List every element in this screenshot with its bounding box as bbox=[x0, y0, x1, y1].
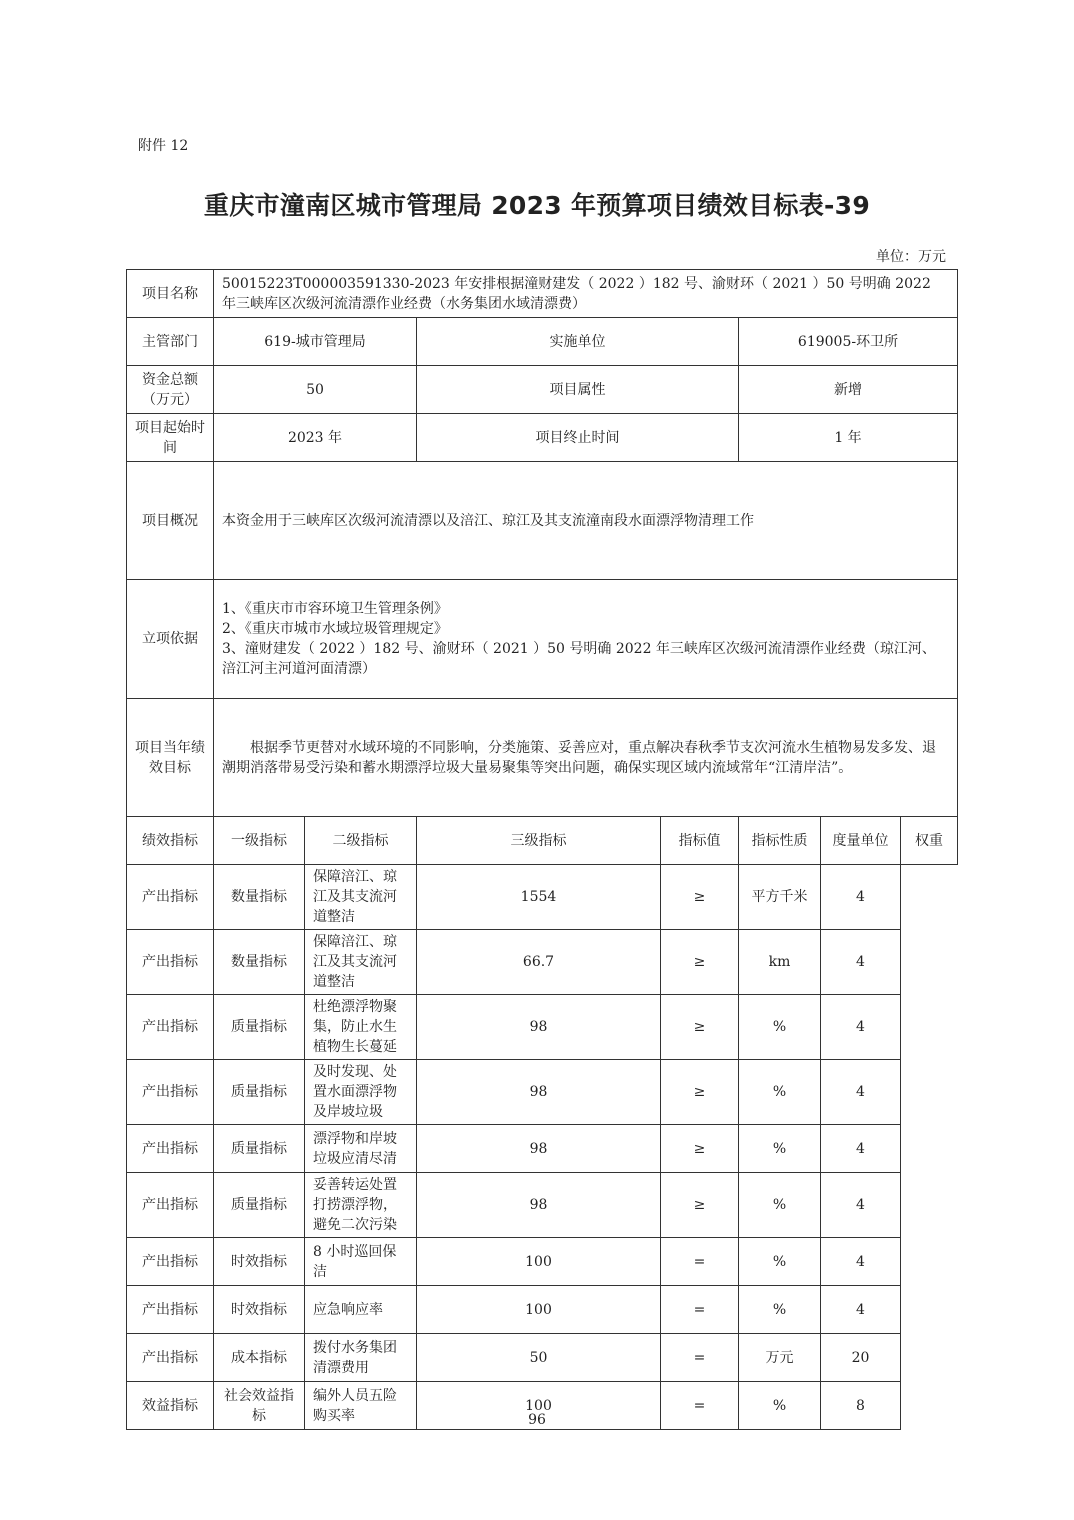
basis-item: 2、《重庆市城市水域垃圾管理规定》 bbox=[222, 621, 448, 637]
indicator-cell: % bbox=[739, 1382, 821, 1430]
start-value: 2023 年 bbox=[214, 414, 417, 462]
indicator-cell: 4 bbox=[821, 1238, 901, 1286]
indicator-cell: 漂浮物和岸坡垃圾应清尽清 bbox=[305, 1125, 417, 1173]
indicator-cell: 妥善转运处置打捞漂浮物，避免二次污染 bbox=[305, 1173, 417, 1238]
page-number: 96 bbox=[528, 1412, 546, 1428]
indicator-cell: % bbox=[739, 995, 821, 1060]
indicator-cell: 98 bbox=[417, 1173, 661, 1238]
row-period bbox=[127, 414, 958, 462]
row-basis bbox=[127, 580, 958, 699]
indicator-cell: = bbox=[661, 1286, 739, 1334]
indicator-cell: 100 bbox=[417, 1382, 661, 1430]
indicator-cell: 平方千米 bbox=[739, 865, 821, 930]
indicator-cell: = bbox=[661, 1382, 739, 1430]
indicator-cell: 4 bbox=[821, 1060, 901, 1125]
indicator-cell: 4 bbox=[821, 995, 901, 1060]
indicator-cell: 产出指标 bbox=[127, 1286, 214, 1334]
attr-value: 新增 bbox=[739, 366, 958, 414]
indicator-cell: 万元 bbox=[739, 1334, 821, 1382]
indicator-cell: 质量指标 bbox=[214, 1125, 305, 1173]
indicator-cell: 98 bbox=[417, 995, 661, 1060]
goal-label: 项目当年绩效目标 bbox=[127, 699, 214, 817]
indicator-cell: 拨付水务集团清漂费用 bbox=[305, 1334, 417, 1382]
indicator-cell: 产出指标 bbox=[127, 1334, 214, 1382]
overview-label: 项目概况 bbox=[127, 462, 214, 580]
department-value: 619-城市管理局 bbox=[214, 318, 417, 366]
page-title: 重庆市潼南区城市管理局 2023 年预算项目绩效目标表-39 bbox=[203, 191, 871, 220]
row-overview bbox=[127, 462, 958, 580]
header-cell: 指标值 bbox=[661, 817, 739, 865]
performance-table bbox=[126, 269, 958, 1430]
header-cell: 指标性质 bbox=[739, 817, 821, 865]
indicator-cell: = bbox=[661, 1238, 739, 1286]
indicator-cell: 保障涪江、琼江及其支流河道整洁 bbox=[305, 865, 417, 930]
unit-label: 单位：万元 bbox=[876, 249, 946, 265]
indicator-cell: ≥ bbox=[661, 865, 739, 930]
indicator-cell: 质量指标 bbox=[214, 1173, 305, 1238]
attr-label: 项目属性 bbox=[417, 366, 739, 414]
indicator-cell: % bbox=[739, 1238, 821, 1286]
indicator-cell: 100 bbox=[417, 1238, 661, 1286]
basis-label: 立项依据 bbox=[127, 580, 214, 699]
indicator-cell: ≥ bbox=[661, 1125, 739, 1173]
funds-label: 资金总额（万元） bbox=[127, 366, 214, 414]
end-label: 项目终止时间 bbox=[417, 414, 739, 462]
indicator-cell: 4 bbox=[821, 1173, 901, 1238]
indicator-cell: 产出指标 bbox=[127, 1060, 214, 1125]
indicator-row bbox=[127, 1060, 958, 1125]
header-cell: 二级指标 bbox=[305, 817, 417, 865]
indicator-cell: 杜绝漂浮物聚集，防止水生植物生长蔓延 bbox=[305, 995, 417, 1060]
indicator-cell: 98 bbox=[417, 1060, 661, 1125]
project-name-label: 项目名称 bbox=[127, 270, 214, 318]
indicator-cell: % bbox=[739, 1125, 821, 1173]
row-project-name bbox=[127, 270, 958, 318]
indicator-cell: 产出指标 bbox=[127, 930, 214, 995]
indicator-row bbox=[127, 1286, 958, 1334]
indicator-cell: 4 bbox=[821, 1286, 901, 1334]
indicator-cell: ≥ bbox=[661, 1173, 739, 1238]
basis-item: 1、《重庆市市容环境卫生管理条例》 bbox=[222, 601, 448, 617]
indicator-row bbox=[127, 1125, 958, 1173]
indicator-cell: 成本指标 bbox=[214, 1334, 305, 1382]
indicator-cell: ≥ bbox=[661, 995, 739, 1060]
indicator-cell: 产出指标 bbox=[127, 1238, 214, 1286]
indicator-cell: 质量指标 bbox=[214, 1060, 305, 1125]
indicator-row bbox=[127, 1238, 958, 1286]
funds-value: 50 bbox=[214, 366, 417, 414]
indicator-cell: 保障涪江、琼江及其支流河道整洁 bbox=[305, 930, 417, 995]
indicator-cell: % bbox=[739, 1286, 821, 1334]
indicator-cell: 4 bbox=[821, 865, 901, 930]
attachment-label: 附件 12 bbox=[138, 138, 189, 154]
indicator-row bbox=[127, 1334, 958, 1382]
indicator-cell: = bbox=[661, 1334, 739, 1382]
header-cell: 度量单位 bbox=[821, 817, 901, 865]
indicator-cell: 社会效益指标 bbox=[214, 1382, 305, 1430]
indicator-cell: 50 bbox=[417, 1334, 661, 1382]
basis-list bbox=[214, 580, 958, 699]
indicator-cell: 时效指标 bbox=[214, 1238, 305, 1286]
indicator-cell: 及时发现、处置水面漂浮物及岸坡垃圾 bbox=[305, 1060, 417, 1125]
goal-value: 根据季节更替对水域环境的不同影响，分类施策、妥善应对，重点解决春秋季节支次河流水生植物易发多发、退潮期消落带易受污染和蓄水期漂浮垃圾大量易聚集等突出问题，确保实现区域内流域常年“江清岸洁”。 bbox=[214, 699, 958, 817]
indicator-cell: % bbox=[739, 1173, 821, 1238]
indicator-cell: 4 bbox=[821, 930, 901, 995]
indicator-cell: 效益指标 bbox=[127, 1382, 214, 1430]
start-label: 项目起始时间 bbox=[127, 414, 214, 462]
indicator-row bbox=[127, 1173, 958, 1238]
indicator-cell: 20 bbox=[821, 1334, 901, 1382]
indicator-cell: 应急响应率 bbox=[305, 1286, 417, 1334]
indicator-cell: ≥ bbox=[661, 1060, 739, 1125]
indicator-header-row bbox=[127, 817, 958, 865]
indicators-label: 绩效指标 bbox=[127, 817, 214, 865]
indicator-cell: 66.7 bbox=[417, 930, 661, 995]
impl-unit-label: 实施单位 bbox=[417, 318, 739, 366]
basis-item: 3、潼财建发（ 2022 ）182 号、渝财环（ 2021 ）50 号明确 2022 年三峡库区次级河流清漂作业经费（琼江河、涪江河主河道河面清漂） bbox=[222, 641, 936, 677]
indicator-cell: 数量指标 bbox=[214, 930, 305, 995]
indicator-cell: 100 bbox=[417, 1286, 661, 1334]
indicator-cell: 1554 bbox=[417, 865, 661, 930]
indicator-cell: 8 bbox=[821, 1382, 901, 1430]
indicator-cell: 数量指标 bbox=[214, 865, 305, 930]
indicator-cell: ≥ bbox=[661, 930, 739, 995]
indicator-row bbox=[127, 995, 958, 1060]
row-goal bbox=[127, 699, 958, 817]
header-cell: 一级指标 bbox=[214, 817, 305, 865]
indicator-cell: 4 bbox=[821, 1125, 901, 1173]
end-value: 1 年 bbox=[739, 414, 958, 462]
row-department bbox=[127, 318, 958, 366]
indicator-cell: 产出指标 bbox=[127, 1173, 214, 1238]
indicator-cell: 产出指标 bbox=[127, 865, 214, 930]
overview-value: 本资金用于三峡库区次级河流清漂以及涪江、琼江及其支流潼南段水面漂浮物清理工作 bbox=[214, 462, 958, 580]
impl-unit-value: 619005-环卫所 bbox=[739, 318, 958, 366]
indicator-cell: 98 bbox=[417, 1125, 661, 1173]
indicator-cell: 编外人员五险购买率 bbox=[305, 1382, 417, 1430]
indicator-cell: % bbox=[739, 1060, 821, 1125]
department-label: 主管部门 bbox=[127, 318, 214, 366]
header-cell: 三级指标 bbox=[417, 817, 661, 865]
row-funds bbox=[127, 366, 958, 414]
indicator-cell: 产出指标 bbox=[127, 1125, 214, 1173]
header-cell: 权重 bbox=[901, 817, 958, 865]
indicator-cell: 质量指标 bbox=[214, 995, 305, 1060]
indicator-cell: km bbox=[739, 930, 821, 995]
indicator-row bbox=[127, 865, 958, 930]
indicator-cell: 8 小时巡回保洁 bbox=[305, 1238, 417, 1286]
indicator-cell: 时效指标 bbox=[214, 1286, 305, 1334]
indicator-cell: 产出指标 bbox=[127, 995, 214, 1060]
indicator-row bbox=[127, 930, 958, 995]
project-name-value: 50015223T000003591330-2023 年安排根据潼财建发（ 2022 ）182 号、渝财环（ 2021 ）50 号明确 2022 年三峡库区次级河流清漂作业经费（水务集团水域清漂费） bbox=[214, 270, 958, 318]
